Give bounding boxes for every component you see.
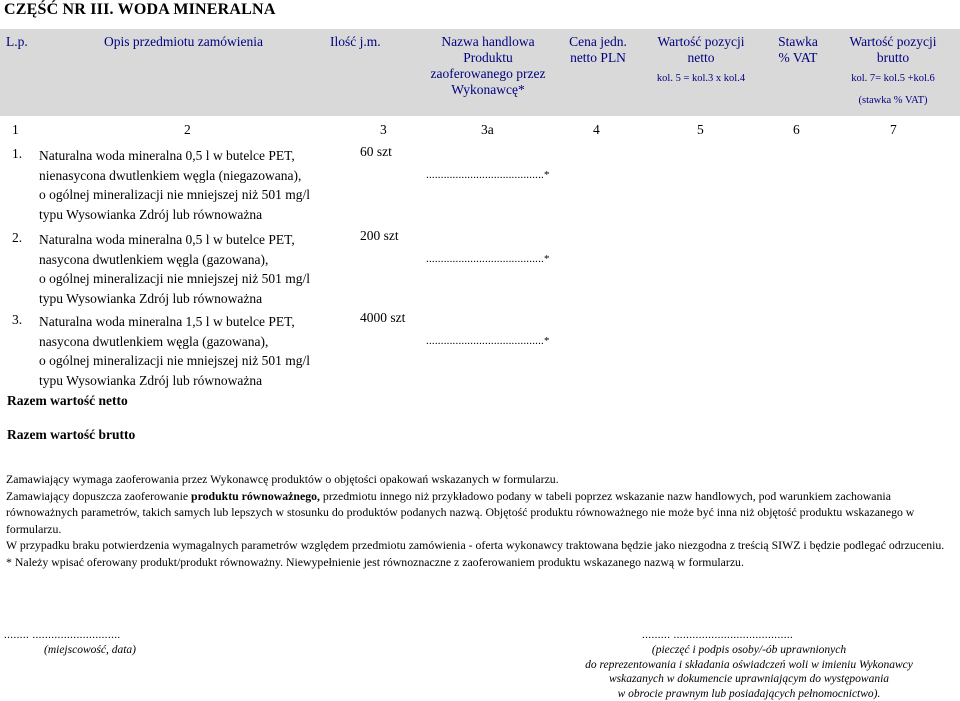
row-lp: 1. (12, 146, 23, 161)
column-number: 2 (184, 122, 191, 137)
page-title: CZĘŚĆ NR III. WODA MINERALNA (4, 1, 276, 18)
notes (6, 471, 954, 570)
header-cena: Cena jedn. netto PLN (569, 34, 627, 65)
row-lp: 2. (12, 230, 23, 245)
header-wartosc-netto: Wartość pozycji netto kol. 5 = kol.3 x kol.4 (656, 34, 746, 84)
signature-line[interactable]: ......... ...................................... (642, 629, 794, 641)
row-lp: 3. (12, 312, 23, 327)
total-gross-label: Razem wartość brutto (7, 427, 136, 442)
header-wartosc-brutto: Wartość pozycji brutto kol. 7= kol.5 +kol.6 (stawka % VAT) (849, 34, 937, 106)
place-date-line[interactable]: ........ ............................ (4, 629, 121, 641)
place-date-label: (miejscowość, data) (44, 644, 136, 656)
header-nazwa: Nazwa handlowa Produktu zaoferowanego przez Wykonawcę* (430, 34, 546, 97)
note-paragraph: Zamawiający dopuszcza zaoferowanie produktu równoważnego, przedmiotu innego niż przykładowo podany w tabeli poprzez wskazanie nazw handlowych, pod warunkiem zachowania równoważnych parametrów, takich samych lub lepszych w stosunku do produktów podanych nazwą. Objętość produktu równoważnego nie może być inna niż objętość produktu wskazanego w formularzu. (6, 488, 915, 536)
note-paragraph: Zamawiający wymaga zaoferowania przez Wykonawcę produktów o objętości opakowań wskazanych w formularzu. (6, 472, 559, 486)
header-ilosc: Ilość j.m. (330, 34, 381, 49)
column-number: 7 (890, 122, 897, 137)
row-quantity: 200 szt (360, 228, 399, 243)
product-name-field[interactable]: ........................................* (426, 253, 550, 265)
total-net-label: Razem wartość netto (7, 393, 128, 408)
column-number: 6 (793, 122, 800, 137)
column-number: 1 (12, 122, 19, 137)
product-name-field[interactable]: ........................................* (426, 169, 550, 181)
column-number: 3 (380, 122, 387, 137)
table-header (0, 29, 960, 116)
column-number: 4 (593, 122, 600, 137)
column-number: 5 (697, 122, 704, 137)
row-quantity: 4000 szt (360, 310, 406, 325)
product-name-field[interactable]: ........................................* (426, 335, 550, 347)
header-opis: Opis przedmiotu zamówienia (104, 34, 263, 49)
signature-caption: (pieczęć i podpis osoby/-ób uprawnionych do reprezentowania i składania oświadczeń woli w imieniu Wykonawcy wskazanych w dokumencie uprawniającym do występowania w obrocie prawnym lub posiadających pełnomocnictwo). (585, 644, 913, 700)
header-stawka: Stawka % VAT (778, 34, 818, 65)
row-description: Naturalna woda mineralna 0,5 l w butelce PET, nasycona dwutlenkiem węgla (gazowana), o ogólnej mineralizacji nie mniejszej niż 501 mg/l typu Wysowianka Zdrój lub równoważna (39, 232, 311, 306)
row-description: Naturalna woda mineralna 1,5 l w butelce PET, nasycona dwutlenkiem węgla (gazowana), o ogólnej mineralizacji nie mniejszej niż 501 mg/l typu Wysowianka Zdrój lub równoważna (39, 314, 311, 388)
row-quantity: 60 szt (360, 144, 392, 159)
note-paragraph: W przypadku braku potwierdzenia wymagalnych parametrów względem przedmiotu zamówienia - oferta wykonawcy traktowana będzie jako niezgodna z treścią SIWZ i będzie podlegać odrzuceniu. (6, 538, 945, 552)
note-paragraph: * Należy wpisać oferowany produkt/produkt równoważny. Niewypełnienie jest równoznaczne z zaoferowaniem produktu wskazanego nazwą w formularzu. (6, 554, 744, 569)
header-lp: L.p. (6, 34, 28, 49)
row-description: Naturalna woda mineralna 0,5 l w butelce PET, nienasycona dwutlenkiem węgla (niegazowana), o ogólnej mineralizacji nie mniejszej niż 501 mg/l typu Wysowianka Zdrój lub równoważna (39, 148, 311, 222)
column-number: 3a (481, 122, 494, 137)
